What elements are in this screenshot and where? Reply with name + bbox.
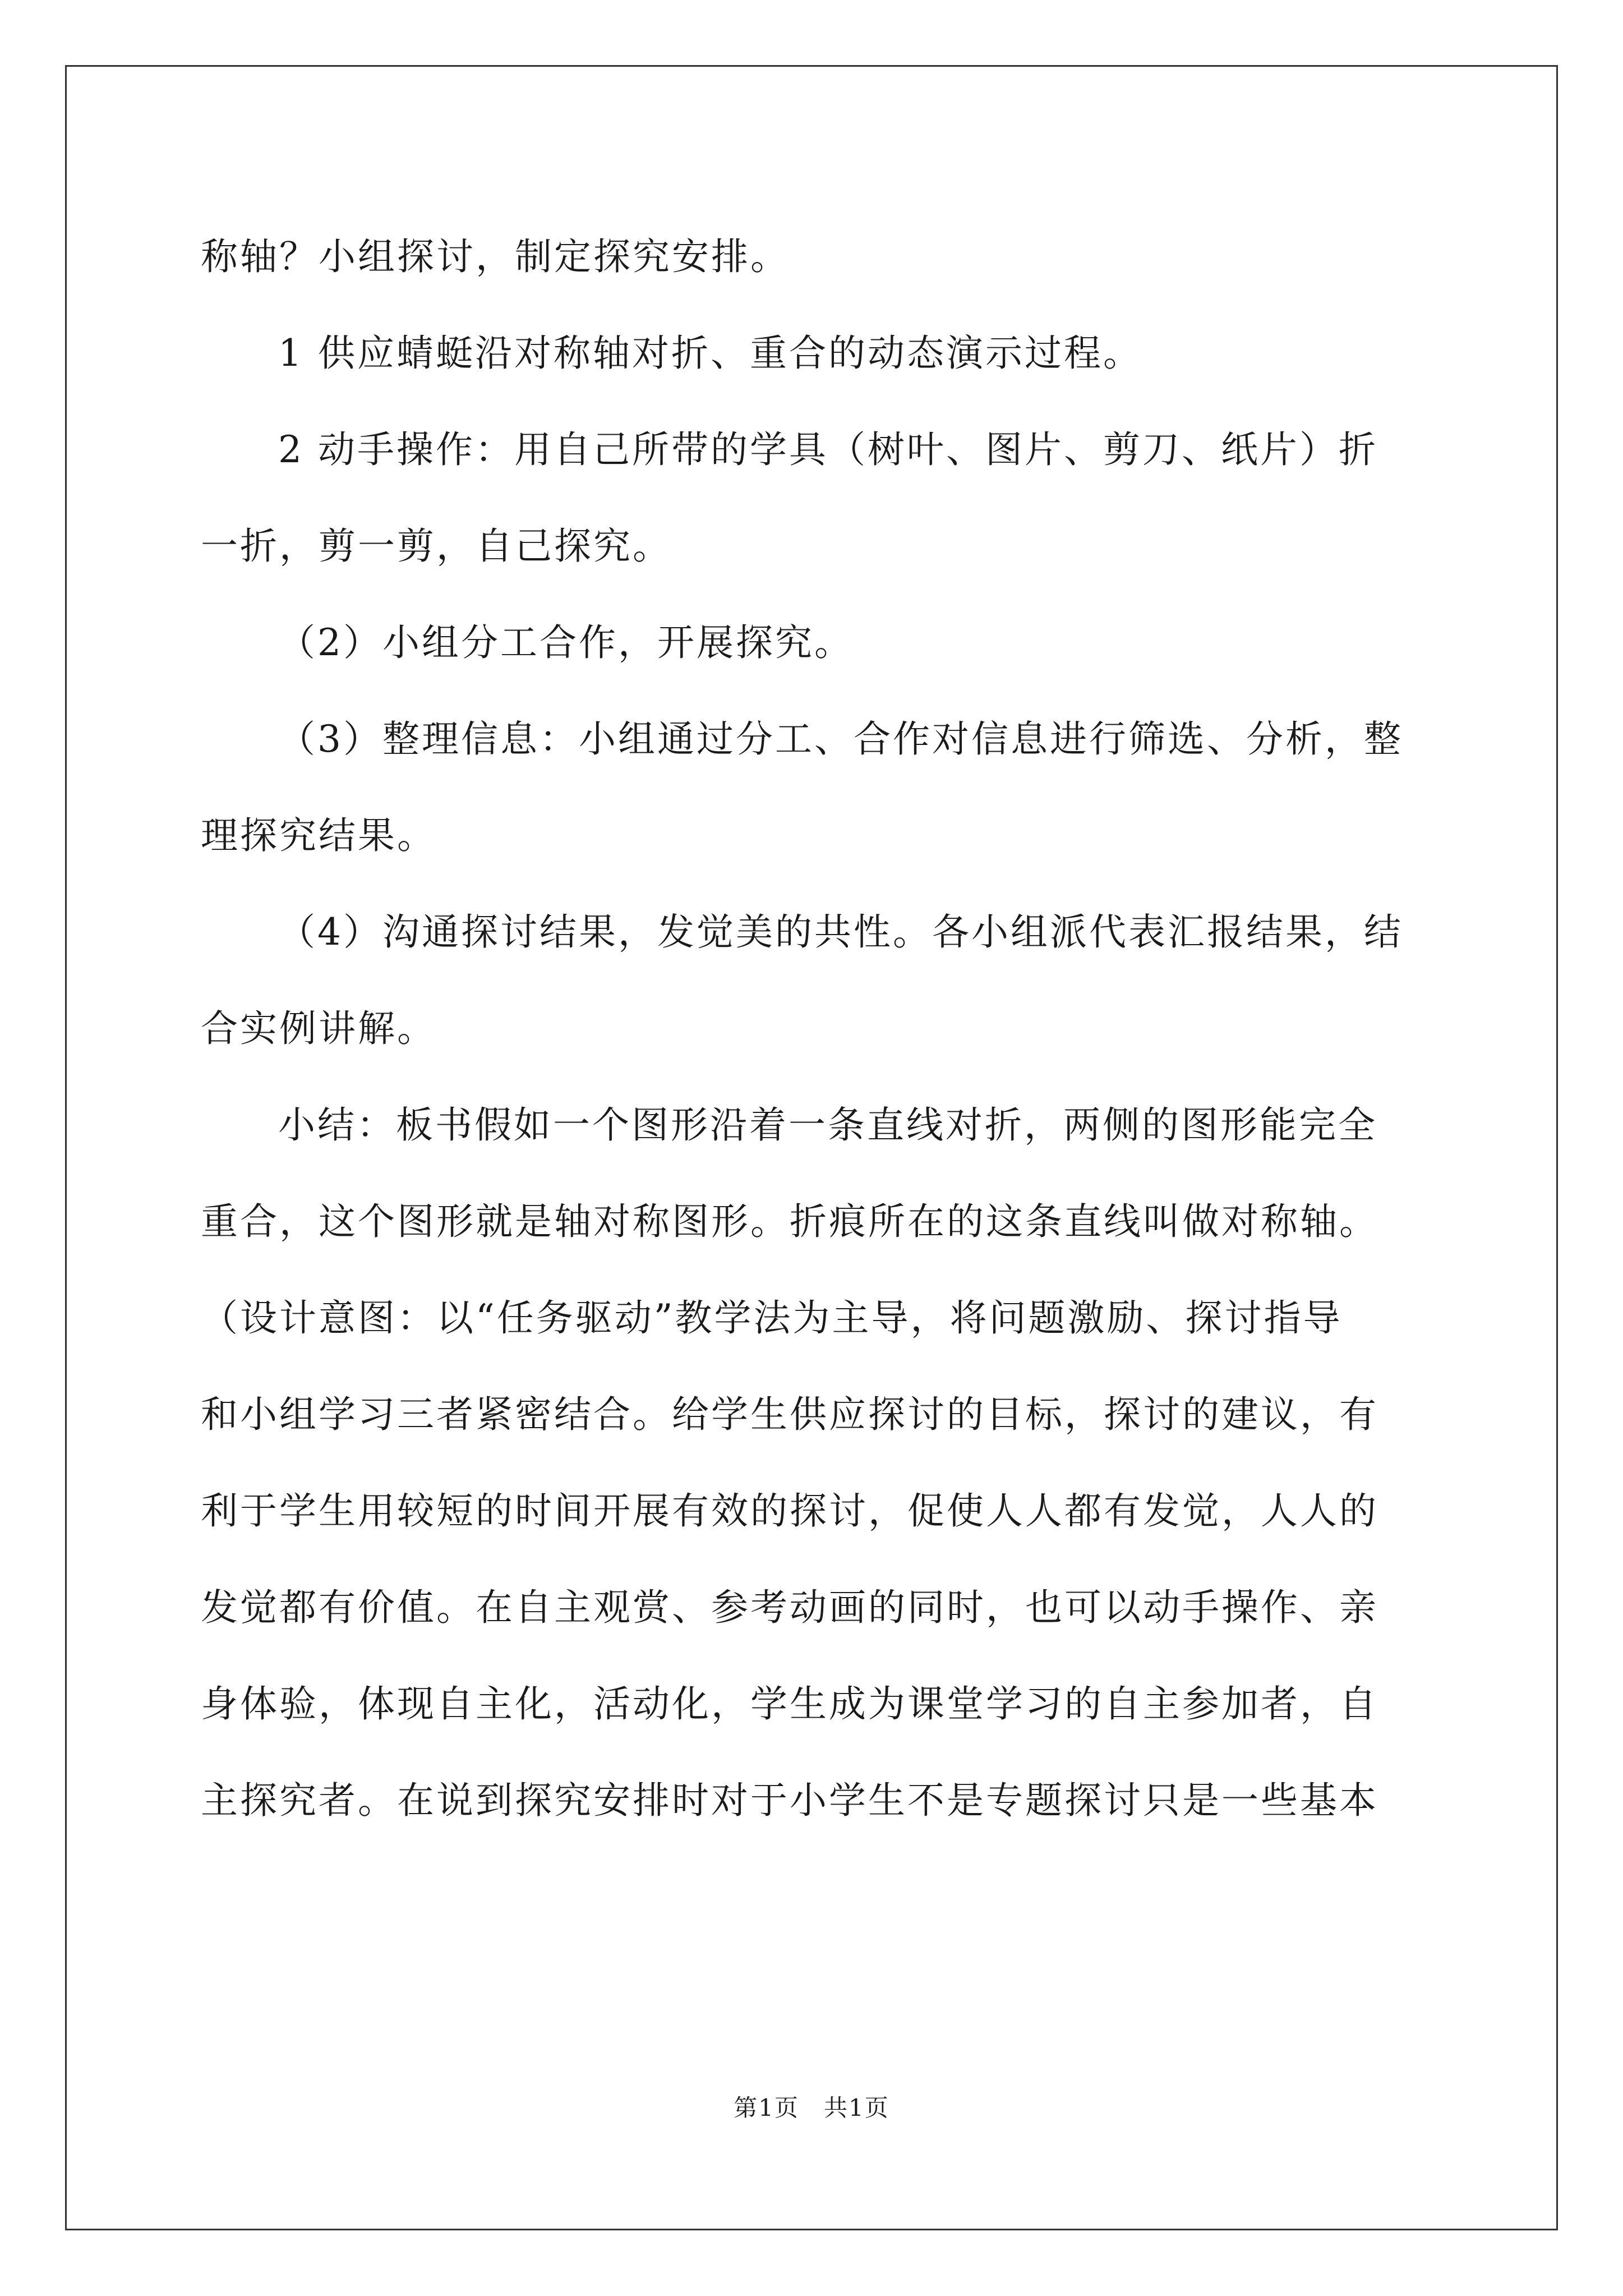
text-line: 理探究结果。 <box>201 814 436 857</box>
text-line: （3）整理信息：小组通过分工、合作对信息进行筛选、分析，整 <box>278 717 1403 761</box>
text-line: 一折，剪一剪，自己探究。 <box>201 524 672 568</box>
text-line: 1 供应蜻蜓沿对称轴对折、重合的动态演示过程。 <box>278 332 1142 375</box>
text-line: 重合，这个图形就是轴对称图形。折痕所在的这条直线叫做对称轴。 <box>201 1200 1378 1243</box>
text-line: 小结：板书假如一个图形沿着一条直线对折，两侧的图形能完全 <box>278 1103 1377 1147</box>
text-line: （设计意图：以“任务驱动”教学法为主导，将问题激励、探讨指导 <box>201 1296 1343 1340</box>
text-line: 和小组学习三者紧密结合。给学生供应探讨的目标，探讨的建议，有 <box>201 1393 1378 1436</box>
text-line: 合实例讲解。 <box>201 1007 436 1050</box>
text-line: （4）沟通探讨结果，发觉美的共性。各小组派代表汇报结果，结 <box>278 910 1403 954</box>
document-body <box>201 209 1429 1849</box>
text-line: 称轴？小组探讨，制定探究安排。 <box>201 235 790 278</box>
text-line: 身体验，体现自主化，活动化，学生成为课堂学习的自主参加者，自 <box>201 1682 1378 1726</box>
text-line: （2）小组分工合作，开展探究。 <box>278 621 854 664</box>
text-line: 利于学生用较短的时间开展有效的探讨，促使人人都有发觉，人人的 <box>201 1489 1378 1533</box>
text-line: 主探究者。在说到探究安排时对于小学生不是专题探讨只是一些基本 <box>201 1779 1378 1822</box>
text-line: 发觉都有价值。在自主观赏、参考动画的同时，也可以动手操作、亲 <box>201 1586 1378 1629</box>
page-number-footer: 第1页 共1页 <box>734 2094 889 2122</box>
text-line: 2 动手操作：用自己所带的学具（树叶、图片、剪刀、纸片）折 <box>278 428 1378 471</box>
